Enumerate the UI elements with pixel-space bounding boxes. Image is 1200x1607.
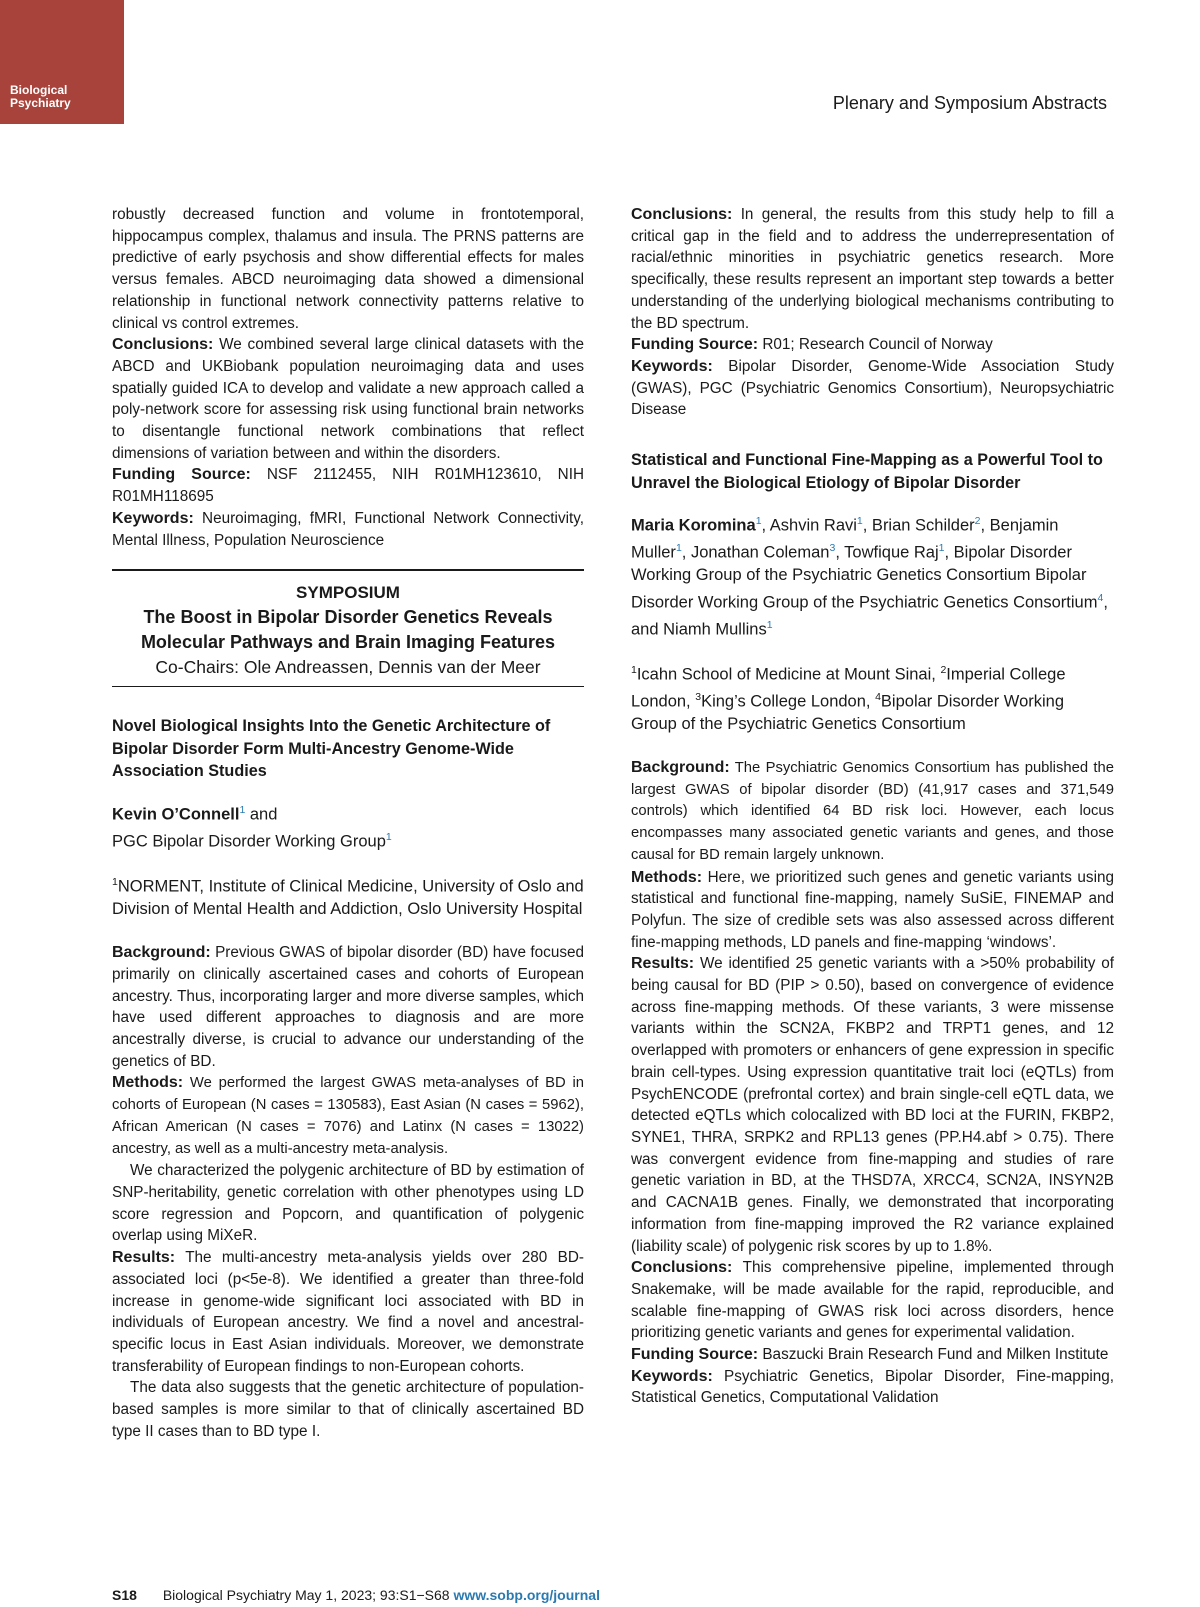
affiliation-sup: 2: [940, 663, 947, 676]
results-text: The multi-ancestry meta-analysis yields over 280 BD-associated loci (p<5e-8). We identified a greater than three-fold increase in genome-wide significant loci associated with BD in individuals of European ancestry. We find a novel and ancestral-specific locus in East Asian individuals. Moreover, we demonstrate transferability of European findings to non-European cohorts.: [112, 1249, 584, 1375]
author-affiliation-sup: 2: [974, 515, 981, 528]
methods-paragraph: [631, 867, 1114, 954]
funding-label: Funding Source:: [112, 466, 251, 484]
author-name: Maria Koromina: [631, 516, 756, 535]
author-affiliation-sup: 1: [239, 803, 246, 816]
author-affiliation-sup: 1: [385, 830, 392, 843]
results-paragraph: [631, 953, 1114, 1257]
keywords-label: Keywords:: [112, 509, 194, 527]
background-text: The Psychiatric Genomics Consortium has published the largest GWAS of bipolar disorder (BD) (41,917 cases and 371,549 controls) which identified 64 BD risk loci. However, each locus encompasses many associated genetic variants and genes, and those causal for BD remain largely unknown.: [631, 760, 1114, 863]
funding-text: NSF 2112455, NIH R01MH123610, NIH R01MH118695: [112, 466, 584, 506]
funding-text: Baszucki Brain Research Fund and Milken Institute: [762, 1346, 1109, 1364]
keywords-text: Neuroimaging, fMRI, Functional Network Connectivity, Mental Illness, Population Neuroscience: [112, 509, 584, 549]
conclusions-text: In general, the results from this study help to fill a critical gap in the field and to address the underrepresentation of racial/ethnic minorities in psychiatric genetics research. More specifically, these results represent an important step towards a better understanding of the underlying biological mechanisms contributing to the BD spectrum.: [631, 206, 1114, 332]
abstract-title: Statistical and Functional Fine-Mapping as a Powerful Tool to Unravel the Biological Etiology of Bipolar Disorder: [631, 451, 1103, 492]
symposium-title: The Boost in Bipolar Disorder Genetics Reveals Molecular Pathways and Brain Imaging Features: [140, 607, 556, 653]
affiliations: [631, 659, 1114, 736]
abstract-title: Novel Biological Insights Into the Genetic Architecture of Bipolar Disorder Form Multi-Ancestry Genome-Wide Association Studies: [112, 717, 551, 781]
funding-label: Funding Source:: [631, 336, 759, 354]
conclusions-label: Conclusions:: [631, 206, 733, 223]
author-name: , Towfique Raj: [835, 543, 939, 562]
author-name: , Ashvin Ravi: [761, 516, 857, 535]
conclusions-paragraph: [631, 204, 1114, 334]
methods-text: Here, we prioritized such genes and genetic variants using statistical and functional fine-mapping, namely SuSiE, FINEMAP and Polyfun. The size of credible sets was also assessed across different fine-mapping methods, LD panels and fine-mapping ‘windows’.: [631, 868, 1114, 951]
conclusions-paragraph-2: [631, 1257, 1114, 1344]
conclusions-paragraph: [112, 334, 584, 464]
author-affiliation-sup: 1: [675, 542, 682, 555]
author-joiner: and: [249, 805, 278, 824]
continued-results-text: robustly decreased function and volume in frontotemporal, hippocampus complex, thalamus and insula. The PRNS patterns are predictive of early psychosis and show differential effects for males versus females. ABCD neuroimaging data showed a dimensional relationship in functional network connectivity patterns relative to clinical vs control extremes.: [112, 206, 584, 332]
brand-line-2: Psychiatry: [10, 96, 71, 110]
affiliation-text: Bipolar Disorder Working Group of the Psychiatric Genetics Consortium: [631, 692, 1065, 733]
author-list: [112, 799, 584, 853]
results-label: Results:: [631, 955, 695, 973]
page-footer: [112, 1587, 600, 1603]
conclusions-text: This comprehensive pipeline, implemented through Snakemake, will be made available for the rapid, reproducible, and scalable fine-mapping of GWAS risk loci across disorders, hence prioritizing genetic variants and genes for experimental validation.: [631, 1259, 1114, 1342]
results-text: We identified 25 genetic variants with a >50% probability of being causal for BD (PIP > 0.50), based on convergence of evidence across fine-mapping methods. Of these variants, 3 were missense variants within the SCN2A, FKBP2 and TRPT1 genes, and 12 overlapped with promoters or enhancers of gene expression in specific brain cell-types. Using expression quantitative trait loci (eQTLs) from PsychENCODE (prefrontal cortex) and brain single-cell eQTL data, we detected eQTLs which colocalized with BD loci at the FURIN, FKBP2, SYNE1, THRA, SRPK2 and RPL13 genes (PP.H4.abf > 0.75). There was convergent evidence from fine-mapping and studies of rare genetic variation in BD, at the THSD7A, XRCC4, SCN2A, INSYN2B and CACNA1B genes. Finally, we demonstrated that incorporating information from fine-mapping improved the R2 variance explained (liability scale) of polygenic risk scores by up to 1.8%.: [631, 955, 1115, 1255]
keywords-text: Bipolar Disorder, Genome-Wide Association Study (GWAS), PGC (Psychiatric Genomics Consortium), Neuropsychiatric Disease: [631, 357, 1114, 419]
author-affiliation-sup: 1: [856, 515, 863, 528]
affiliation-sup: 1: [631, 663, 637, 676]
affiliation-sup: 3: [695, 690, 702, 703]
funding-paragraph-2: [631, 1344, 1114, 1366]
keywords-paragraph: [631, 356, 1114, 421]
author-name: , and Niamh Mullins: [631, 593, 1108, 639]
background-text: Previous GWAS of bipolar disorder (BD) have focused primarily on clinically ascertained cases and cohorts of European ancestry. Thus, incorporating larger and more diverse samples, which have used different approaches to diagnosis and are more ancestrally diverse, is crucial to advance our understanding of the genetics of BD.: [112, 944, 584, 1070]
affiliations: [112, 871, 584, 921]
author-name: , Bipolar Disorder Working Group of the Psychiatric Genetics Consortium Bipolar Disorder Working Group of the Psychiatric Genetics Consortium: [631, 543, 1098, 612]
keywords-paragraph: [112, 508, 584, 551]
affiliation-text: King’s College London,: [701, 692, 876, 711]
symposium-co-chairs: Co-Chairs: Ole Andreassen, Dennis van der Meer: [155, 657, 541, 678]
background-label: Background:: [631, 759, 730, 777]
conclusions-label: Conclusions:: [631, 1259, 733, 1277]
journal-brand-block: [0, 0, 124, 124]
right-column: [631, 204, 1114, 1409]
author-name: , Brian Schilder: [862, 516, 975, 535]
journal-url-link[interactable]: www.sobp.org/journal: [453, 1587, 600, 1603]
methods-text: We performed the largest GWAS meta-analyses of BD in cohorts of European (N cases = 130583), East Asian (N cases = 5962), African American (N cases = 7076) and Latinx (N cases = 13022) ancestry, as well as a multi-ancestry meta-analysis.: [112, 1075, 584, 1157]
background-paragraph: [631, 757, 1114, 867]
author-affiliation-sup: 1: [938, 542, 945, 555]
author-affiliation-sup: 3: [829, 542, 836, 555]
results-paragraph-2: The data also suggests that the genetic architecture of population-based samples is more similar to that of clinically ascertained BD type II cases than to BD type I.: [112, 1379, 584, 1440]
author-affiliation-sup: 4: [1097, 591, 1104, 604]
symposium-kicker: SYMPOSIUM: [296, 583, 400, 603]
background-label: Background:: [112, 944, 211, 962]
conclusions-label: Conclusions:: [112, 336, 214, 354]
author-name: PGC Bipolar Disorder Working Group: [112, 832, 386, 851]
funding-paragraph: [112, 464, 584, 507]
funding-label: Funding Source:: [631, 1346, 759, 1364]
author-affiliation-sup: 1: [755, 515, 762, 528]
keywords-text: Psychiatric Genetics, Bipolar Disorder, Fine-mapping, Statistical Genetics, Computational Validation: [631, 1367, 1114, 1407]
author-name: , Benjamin Muller: [631, 516, 1059, 562]
keywords-paragraph-2: [631, 1366, 1114, 1409]
brand-line-1: Biological: [10, 83, 68, 97]
author-name: , Jonathan Coleman: [681, 543, 830, 562]
funding-paragraph: [631, 334, 1114, 356]
affiliation-text: NORMENT, Institute of Clinical Medicine, University of Oslo and Division of Mental Health and Addiction, Oslo University Hospital: [112, 877, 584, 918]
symposium-header: [112, 569, 584, 687]
running-head: Plenary and Symposium Abstracts: [832, 93, 1107, 113]
methods-label: Methods:: [631, 868, 703, 886]
journal-brand-name: [10, 84, 71, 110]
keywords-label: Keywords:: [631, 357, 713, 375]
background-paragraph: [112, 942, 584, 1072]
conclusions-text: We combined several large clinical datasets with the ABCD and UKBiobank population neuroimaging data and uses spatially guided ICA to develop and validate a new approach called a poly-network score for assessing risk using functional brain networks to disentangle functional network combinations that reflect dimensions of variation between and within the disorders.: [112, 336, 584, 462]
left-column: [112, 204, 584, 1442]
methods-paragraph: [112, 1072, 584, 1160]
funding-text: R01; Research Council of Norway: [762, 336, 993, 354]
affiliation-sup: 1: [112, 875, 118, 888]
methods-paragraph-2: We characterized the polygenic architecture of BD by estimation of SNP-heritability, genetic correlation with other phenotypes using LD score regression and Popcorn, and quantification of polygenic overlap using MiXeR.: [112, 1162, 584, 1245]
results-paragraph: [112, 1247, 584, 1377]
keywords-label: Keywords:: [631, 1367, 713, 1385]
methods-label: Methods:: [112, 1074, 184, 1092]
affiliation-text: Imperial College London,: [631, 665, 1066, 711]
affiliation-sup: 4: [875, 690, 881, 703]
author-list: [631, 510, 1114, 641]
affiliation-text: Icahn School of Medicine at Mount Sinai,: [636, 665, 941, 684]
page-number: S18: [112, 1587, 137, 1603]
author-name: Kevin O’Connell: [112, 805, 240, 824]
author-affiliation-sup: 1: [766, 618, 773, 631]
results-label: Results:: [112, 1249, 176, 1267]
journal-citation: Biological Psychiatry May 1, 2023; 93:S1−S68: [162, 1587, 450, 1603]
